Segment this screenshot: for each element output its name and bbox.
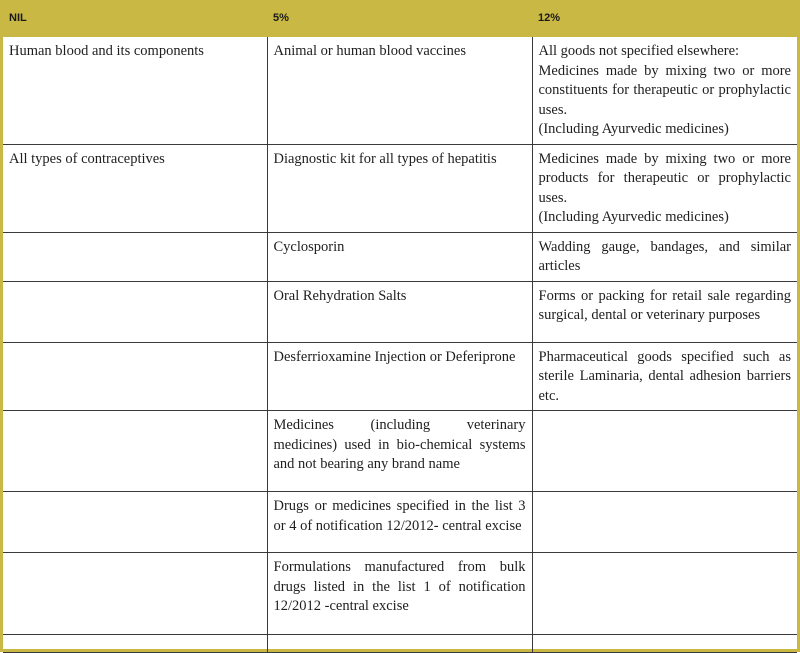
cell-12-percent <box>532 492 797 553</box>
cell-12-percent: Wadding gauge, bandages, and similar articles <box>532 232 797 281</box>
header-5-percent: 5% <box>267 3 532 37</box>
table-row <box>3 553 797 635</box>
cell-12-percent <box>532 37 797 144</box>
cell-5-percent: Formulations manufactured from bulk drugs listed in the list 1 of notification 12/2012 -central excise <box>267 553 532 635</box>
cell-nil <box>3 232 267 281</box>
cell-5-percent: Desferrioxamine Injection or Deferiprone <box>267 342 532 411</box>
cell-12-note: (Including Ayurvedic medicines) <box>538 121 729 137</box>
cell-nil: Human blood and its components <box>3 37 267 144</box>
table-row <box>3 342 797 411</box>
header-12-percent: 12% <box>532 3 797 37</box>
cell-12-percent <box>532 553 797 635</box>
table-row <box>3 37 797 144</box>
header-nil: NIL <box>3 3 267 37</box>
cell-12-heading: All goods not specified elsewhere: <box>538 43 740 59</box>
cell-nil <box>3 281 267 342</box>
cell-5-percent: Cyclosporin <box>267 232 532 281</box>
gst-rates-table <box>3 3 797 653</box>
table-row <box>3 232 797 281</box>
header-row <box>3 3 797 37</box>
cell-5-percent: Oral Rehydration Salts <box>267 281 532 342</box>
table-row <box>3 411 797 492</box>
cell-12-body: Medicines made by mixing two or more constituents for therapeutic or prophylactic uses. <box>538 62 791 118</box>
table-row <box>3 635 797 653</box>
cell-nil <box>3 492 267 553</box>
cell-12-percent <box>532 144 797 232</box>
table-row <box>3 492 797 553</box>
cell-nil <box>3 553 267 635</box>
cell-12-note: (Including Ayurvedic medicines) <box>538 209 729 225</box>
cell-nil: All types of contraceptives <box>3 144 267 232</box>
cell-12-body: Medicines made by mixing two or more products for therapeutic or prophylactic uses. <box>538 150 791 206</box>
table-row <box>3 144 797 232</box>
cell-5-percent <box>267 635 532 653</box>
cell-5-percent: Drugs or medicines specified in the list 3 or 4 of notification 12/2012- central excise <box>267 492 532 553</box>
table-row <box>3 281 797 342</box>
cell-5-percent: Diagnostic kit for all types of hepatitis <box>267 144 532 232</box>
cell-12-percent <box>532 635 797 653</box>
cell-nil <box>3 342 267 411</box>
cell-12-percent <box>532 411 797 492</box>
cell-nil <box>3 635 267 653</box>
cell-5-percent: Animal or human blood vaccines <box>267 37 532 144</box>
cell-nil <box>3 411 267 492</box>
cell-5-percent: Medicines (including veterinary medicines) used in bio-chemical systems and not bearing any brand name <box>267 411 532 492</box>
cell-12-percent: Pharmaceutical goods specified such as sterile Laminaria, dental adhesion barriers etc. <box>532 342 797 411</box>
cell-12-percent: Forms or packing for retail sale regarding surgical, dental or veterinary purposes <box>532 281 797 342</box>
